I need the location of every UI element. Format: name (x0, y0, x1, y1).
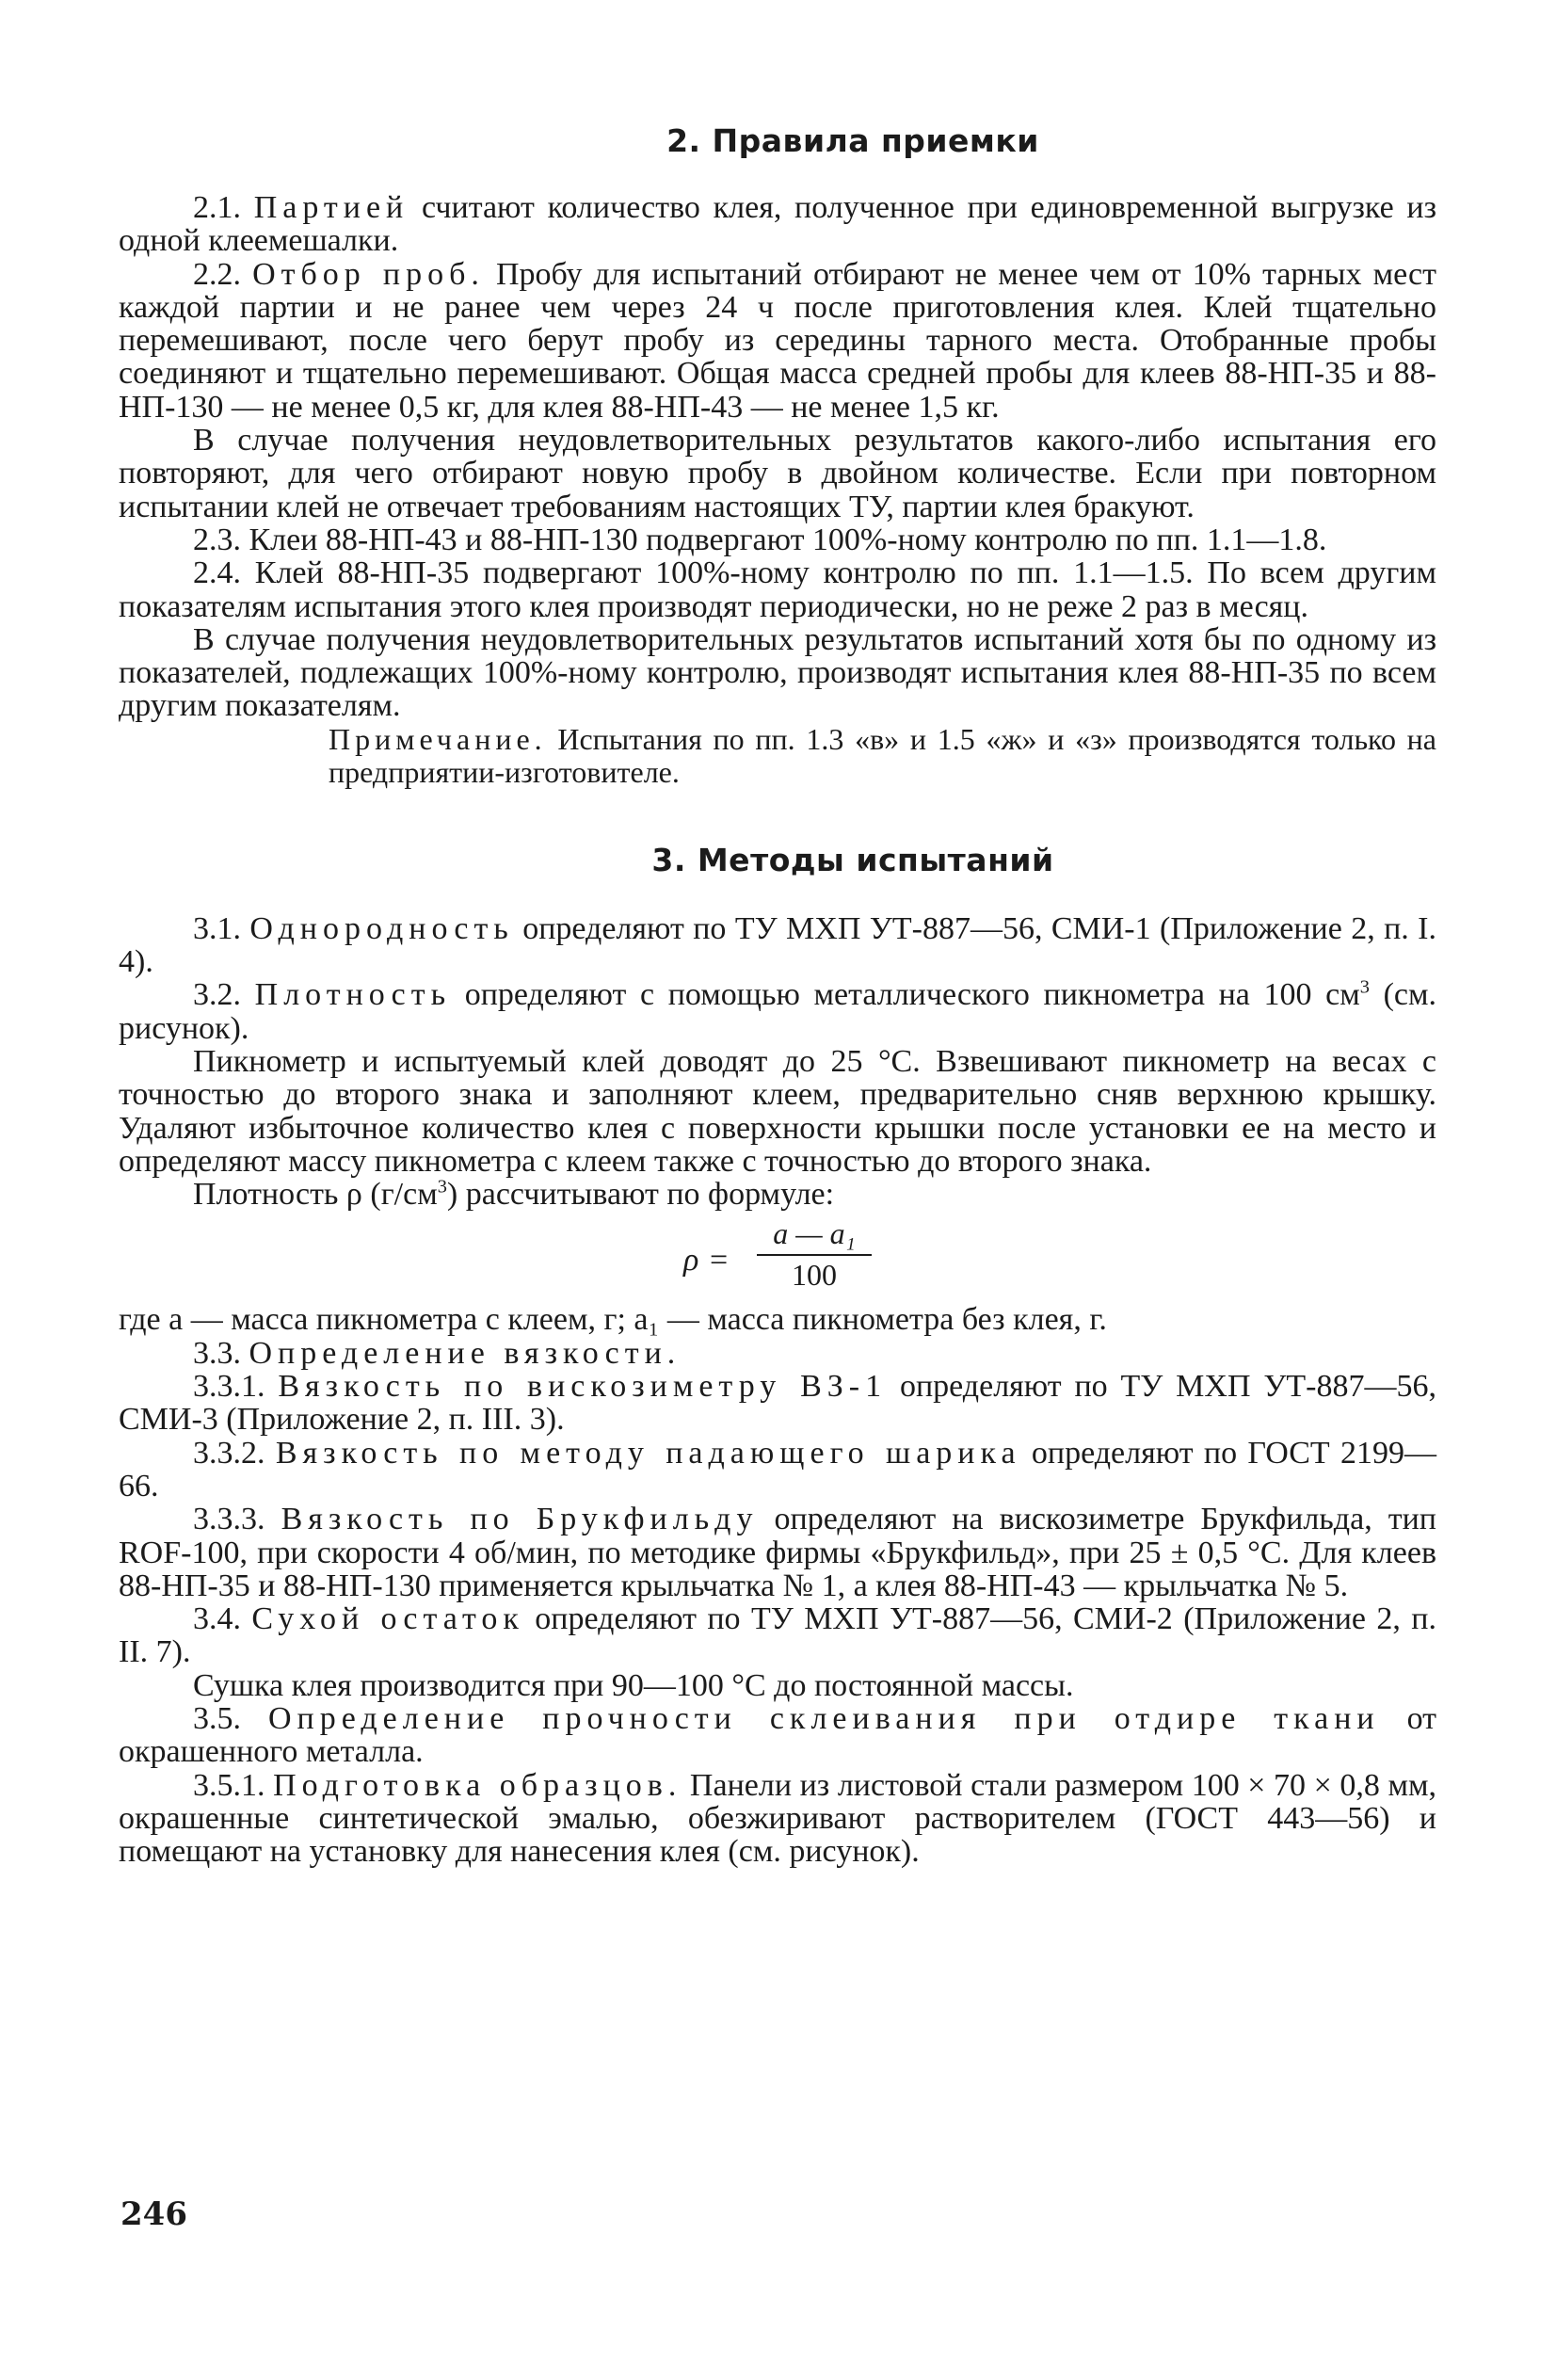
paragraph-3-5-1 (119, 1769, 1436, 1869)
paragraph-2-2 (119, 258, 1436, 424)
paragraph-text: ) рассчитывают по формуле: (446, 1177, 835, 1213)
spaced-term: Вязкость по Брукфильду (281, 1502, 759, 1537)
paragraph-2-2b: В случае получения неудовлетворительных результатов какого-либо испытания его повторяют, для чего отбирают новую пробу в двойном количестве. Если при повторном испытании клей не отвечает требованиям настоящих ТУ, партии клея бракуют. (119, 423, 1436, 524)
paragraph-text: определяют по ТУ МХП УТ-887—56, СМИ-2 (Приложение 2, п. II. 7). (119, 1601, 1437, 1670)
paragraph-2-1 (119, 191, 1436, 258)
paragraph-2-4b: В случае получения неудовлетворительных результатов испытаний хотя бы по одному из показателей, подлежащих 100%-ному контролю, производят испытания клея 88-НП-35 по всем другим показателям. (119, 621, 1436, 724)
superscript: 3 (1359, 977, 1370, 999)
paragraph-text: (см. рисунок). (119, 977, 1437, 1046)
spaced-term: Отбор проб. (252, 256, 485, 292)
superscript: 3 (437, 1176, 447, 1198)
clause-number: 3.5.1. (193, 1767, 265, 1803)
spaced-term: Вязкость по вискозиметру ВЗ-1 (278, 1369, 888, 1405)
paragraph-text: Пробу для испытаний отбирают не менее чем от 10% тарных мест каждой партии и не ранее чем через 24 ч после приготовления клея. Клей тщательно перемешивают, после чего берут пробу из середины тарного места. Отобранные пробы соединяют и тщательно перемешивают. Общая масса средней пробы для клеев 88-НП-35 и 88-НП-130 — не менее 0,5 кг, для клея 88-НП-43 — не менее 1,5 кг. (119, 256, 1436, 425)
paragraph-3-3 (119, 1337, 1436, 1370)
section-title: 3. Методы испытаний (651, 841, 1054, 878)
paragraph-text: от окрашенного металла. (119, 1700, 1436, 1770)
paragraph-text: определяют по ТУ МХП УТ-887—56, СМИ-1 (Приложение 2, п. I. 4). (119, 910, 1436, 980)
spaced-term: Однородность (249, 910, 514, 946)
paragraph-3-1 (119, 912, 1436, 979)
formula-numerator: a — a₁ (773, 1216, 856, 1251)
paragraph-3-4b: Сушка клея производится при 90—100 °С до постоянной массы. (193, 1667, 1074, 1703)
clause-number: 3.3.2. (193, 1435, 265, 1471)
spaced-term: Сухой остаток (251, 1601, 524, 1637)
note (119, 723, 1436, 789)
section-title: 2. Правила приемки (666, 122, 1039, 159)
spaced-term: Плотность (254, 977, 452, 1013)
clause-number: 2.1. (193, 190, 241, 225)
formula-lhs: ρ (683, 1243, 699, 1278)
paragraph-3-4 (119, 1602, 1436, 1669)
paragraph-text: определяют на вискозиметре Брукфильда, тип ROF-100, при скорости 4 об/мин, по методике фирмы «Брукфильд», при 25 ± 0,5 °С. Для клеев 88-НП-35 и 88-НП-130 применяется крыльчатка № 1, а клея 88-НП-43 — крыльчатка № 5. (119, 1502, 1437, 1603)
clause-number: 3.3.1. (193, 1369, 265, 1405)
spaced-term: Вязкость по методу падающего шарика (275, 1435, 1021, 1471)
spaced-term: Определение вязкости. (249, 1335, 682, 1371)
paragraph-3-5 (119, 1702, 1436, 1769)
paragraph-3-3-3 (119, 1503, 1436, 1602)
paragraph-text: Панели из листовой стали размером 100 × 70 × 0,8 мм, окрашенные синтетической эмалью, обезжиривают растворителем (ГОСТ 443—56) и помещают на установку для нанесения клея (см. рисунок). (119, 1767, 1437, 1870)
paragraph-3-2c (119, 1178, 1436, 1211)
paragraph-3-3-2 (119, 1437, 1436, 1504)
clause-number: 3.1. (193, 910, 241, 946)
density-formula (119, 1216, 1436, 1303)
spaced-term: Определение прочности склеивания при отдире ткани (267, 1700, 1380, 1736)
document-page (119, 122, 1436, 1868)
formula-fraction (757, 1216, 872, 1293)
paragraph-text: определяют по ГОСТ 2199—66. (119, 1435, 1436, 1504)
paragraph-text: определяют с помощью металлического пикнометра на 100 см (451, 977, 1360, 1013)
formula-legend: где a — масса пикнометра с клеем, г; a₁ — масса пикнометра без клея, г. (119, 1302, 1107, 1338)
paragraph-3-2b: Пикнометр и испытуемый клей доводят до 25 °С. Взвешивают пикнометр на весах с точностью до второго знака и заполняют клеем, предварительно сняв верхнюю крышку. Удаляют избыточное количество клея с поверхности крышки после установки ее на место и определяют массу пикнометра с клеем также с точностью до второго знака. (119, 1043, 1436, 1179)
paragraph-2-4: 2.4. Клей 88-НП-35 подвергают 100%-ному контролю по пп. 1.1—1.5. По всем другим показателям испытания этого клея производят периодически, но не реже 2 раз в месяц. (119, 555, 1436, 624)
clause-number: 3.2. (193, 977, 241, 1013)
fraction-bar (757, 1254, 872, 1256)
paragraph-text: считают количество клея, полученное при единовременной выгрузке из одной клеемешалки. (119, 190, 1436, 259)
spaced-term: Подготовка образцов. (273, 1767, 682, 1803)
paragraph-text: определяют по ТУ МХП УТ-887—56, СМИ-3 (Приложение 2, п. III. 3). (119, 1369, 1436, 1438)
formula-equals: = (710, 1243, 729, 1278)
formula-denominator: 100 (792, 1258, 837, 1293)
paragraph-3-3-1 (119, 1370, 1436, 1437)
paragraph-text: Плотность ρ (г/см (193, 1177, 438, 1213)
note-label: Примечание. (329, 721, 547, 756)
paragraph-3-2 (119, 978, 1436, 1045)
clause-number: 3.3. (193, 1335, 241, 1371)
paragraph-2-3: 2.3. Клеи 88-НП-43 и 88-НП-130 подвергают 100%-ному контролю по пп. 1.1—1.8. (193, 522, 1327, 557)
spaced-term: Партией (253, 190, 409, 225)
note-text: Испытания по пп. 1.3 «в» и 1.5 «ж» и «з» производятся только на предприятии-изготовителе. (329, 721, 1436, 789)
clause-number: 2.2. (193, 256, 241, 292)
clause-number: 3.3.3. (193, 1502, 265, 1537)
clause-number: 3.5. (193, 1700, 241, 1736)
clause-number: 3.4. (193, 1601, 241, 1637)
page-number: 246 (120, 2195, 187, 2233)
